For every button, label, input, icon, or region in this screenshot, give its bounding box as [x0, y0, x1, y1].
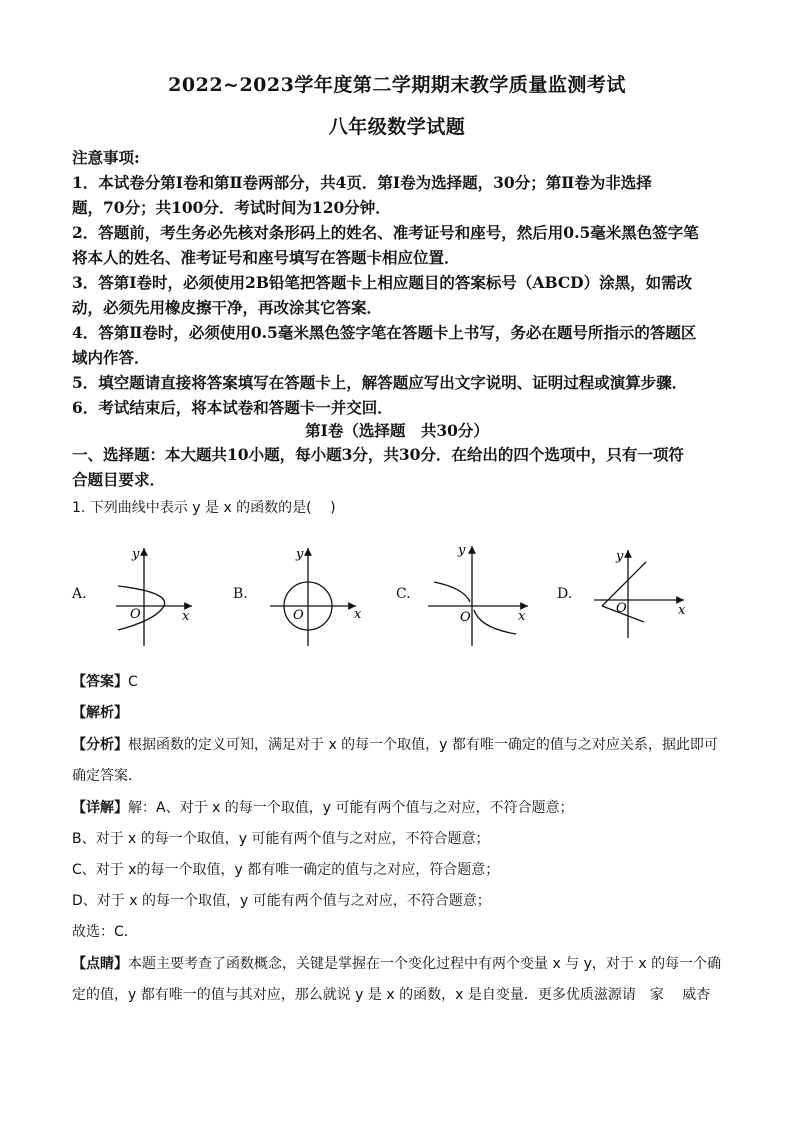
answer-value: C	[128, 674, 138, 690]
notes-line: 动，必须先用橡皮擦干净，再改涂其它答案．	[72, 298, 383, 317]
xiangjie-text: D、对于 x 的每一个取值，y 可能有两个值与之对应，不符合题意；	[72, 893, 491, 909]
exam-title: 2022~2023学年度第二学期期末教学质量监测考试	[168, 74, 626, 96]
option-b-graph	[256, 538, 366, 648]
exam-subtitle: 八年级数学试题	[328, 116, 466, 138]
curve-right-branch	[474, 610, 516, 634]
answer-tag: 【答案】	[72, 674, 128, 690]
xiangjie-line	[72, 797, 732, 819]
fenxi-line	[72, 734, 732, 756]
y-axis-label: y	[616, 549, 624, 564]
notes-line: 2．答题前，考生务必先核对条形码上的姓名、准考证号和座号，然后用0.5毫米黑色签字笔	[72, 223, 699, 242]
origin-label: O	[293, 608, 304, 623]
fenxi-text-continued: 确定答案．	[72, 768, 142, 784]
option-d-label: D.	[557, 586, 573, 602]
notes-line: 题，70分；共100分．考试时间为120分钟．	[72, 198, 391, 217]
option-b-label: B.	[233, 586, 248, 602]
notes-line: 3．答第Ⅰ卷时，必须使用2B铅笔把答题卡上相应题目的答案标号（ABCD）涂黑，如需改	[72, 273, 693, 292]
x-axis-label: x	[354, 607, 362, 622]
y-axis-label: y	[132, 547, 140, 562]
dianjing-tag: 【点睛】	[72, 956, 128, 972]
option-c-graph	[420, 538, 535, 648]
xiangjie-text: 解：A、对于 x 的每一个取值，y 可能有两个值与之对应，不符合题意；	[128, 800, 574, 816]
question-stem: 1. 下列曲线中表示 y 是 x 的函数的是( )	[72, 500, 336, 516]
notes-line: 1．本试卷分第Ⅰ卷和第Ⅱ卷两部分，共4页．第Ⅰ卷为选择题，30分；第Ⅱ卷为非选择	[72, 173, 652, 192]
option-c-label: C.	[396, 586, 411, 602]
dianjing-text-continued: 定的值，y 都有唯一的值与其对应，那么就说 y 是 x 的函数，x 是自变量．更多优质滋源请 家 威杏	[72, 987, 711, 1003]
xiangjie-text: B、对于 x 的每一个取值，y 可能有两个值与之对应，不符合题意；	[72, 831, 490, 847]
option-d-graph	[580, 538, 695, 648]
y-axis-label: y	[296, 547, 304, 562]
xiangjie-tag: 【详解】	[72, 800, 128, 816]
notes-line: 将本人的姓名、准考证号和座号填写在答题卡相应位置．	[72, 248, 460, 267]
analysis-tag: 【解析】	[72, 705, 128, 721]
section-intro: 合题目要求．	[72, 470, 166, 489]
notes-line: 6．考试结束后，将本试卷和答题卡一并交回．	[72, 398, 393, 417]
section-intro: 一、选择题：本大题共10小题，每小题3分，共30分．在给出的四个选项中，只有一项符	[72, 445, 684, 464]
conclusion-text: 故选：C．	[72, 924, 138, 940]
x-axis-label: x	[182, 609, 190, 624]
notes-line: 5．填空题请直接将答案填写在答题卡上，解答题应写出文字说明、证明过程或演算步骤．	[72, 373, 688, 392]
option-a-graph	[96, 538, 206, 648]
origin-label: O	[616, 601, 627, 616]
answer-line	[72, 671, 732, 693]
dianjing-text: 本题主要考查了函数概念，关键是掌握在一个变化过程中有两个变量 x 与 y，对于 x 的每一个确	[128, 956, 722, 972]
y-axis-label: y	[458, 543, 466, 558]
origin-label: O	[130, 607, 141, 622]
option-a-label: A.	[72, 586, 87, 602]
parabola-curve	[118, 586, 165, 630]
notes-line: 域内作答．	[72, 348, 150, 367]
section-heading: 第Ⅰ卷（选择题 共30分）	[305, 421, 489, 440]
analysis-line	[72, 702, 732, 724]
x-axis-label: x	[518, 609, 526, 624]
fenxi-tag: 【分析】	[72, 737, 128, 753]
origin-label: O	[460, 610, 471, 625]
dianjing-line	[72, 953, 732, 975]
fenxi-text: 根据函数的定义可知，满足对于 x 的每一个取值，y 都有唯一确定的值与之对应关系，据此即可	[128, 737, 718, 753]
xiangjie-text: C、对于 x的每一个取值，y 都有唯一确定的值与之对应，符合题意；	[72, 862, 500, 878]
notes-line: 4．答第Ⅱ卷时，必须使用0.5毫米黑色签字笔在答题卡上书写，务必在题号所指示的答题区	[72, 323, 697, 342]
notes-heading: 注意事项:	[72, 148, 140, 167]
curve-left-branch	[434, 582, 470, 602]
x-axis-label: x	[678, 603, 686, 618]
